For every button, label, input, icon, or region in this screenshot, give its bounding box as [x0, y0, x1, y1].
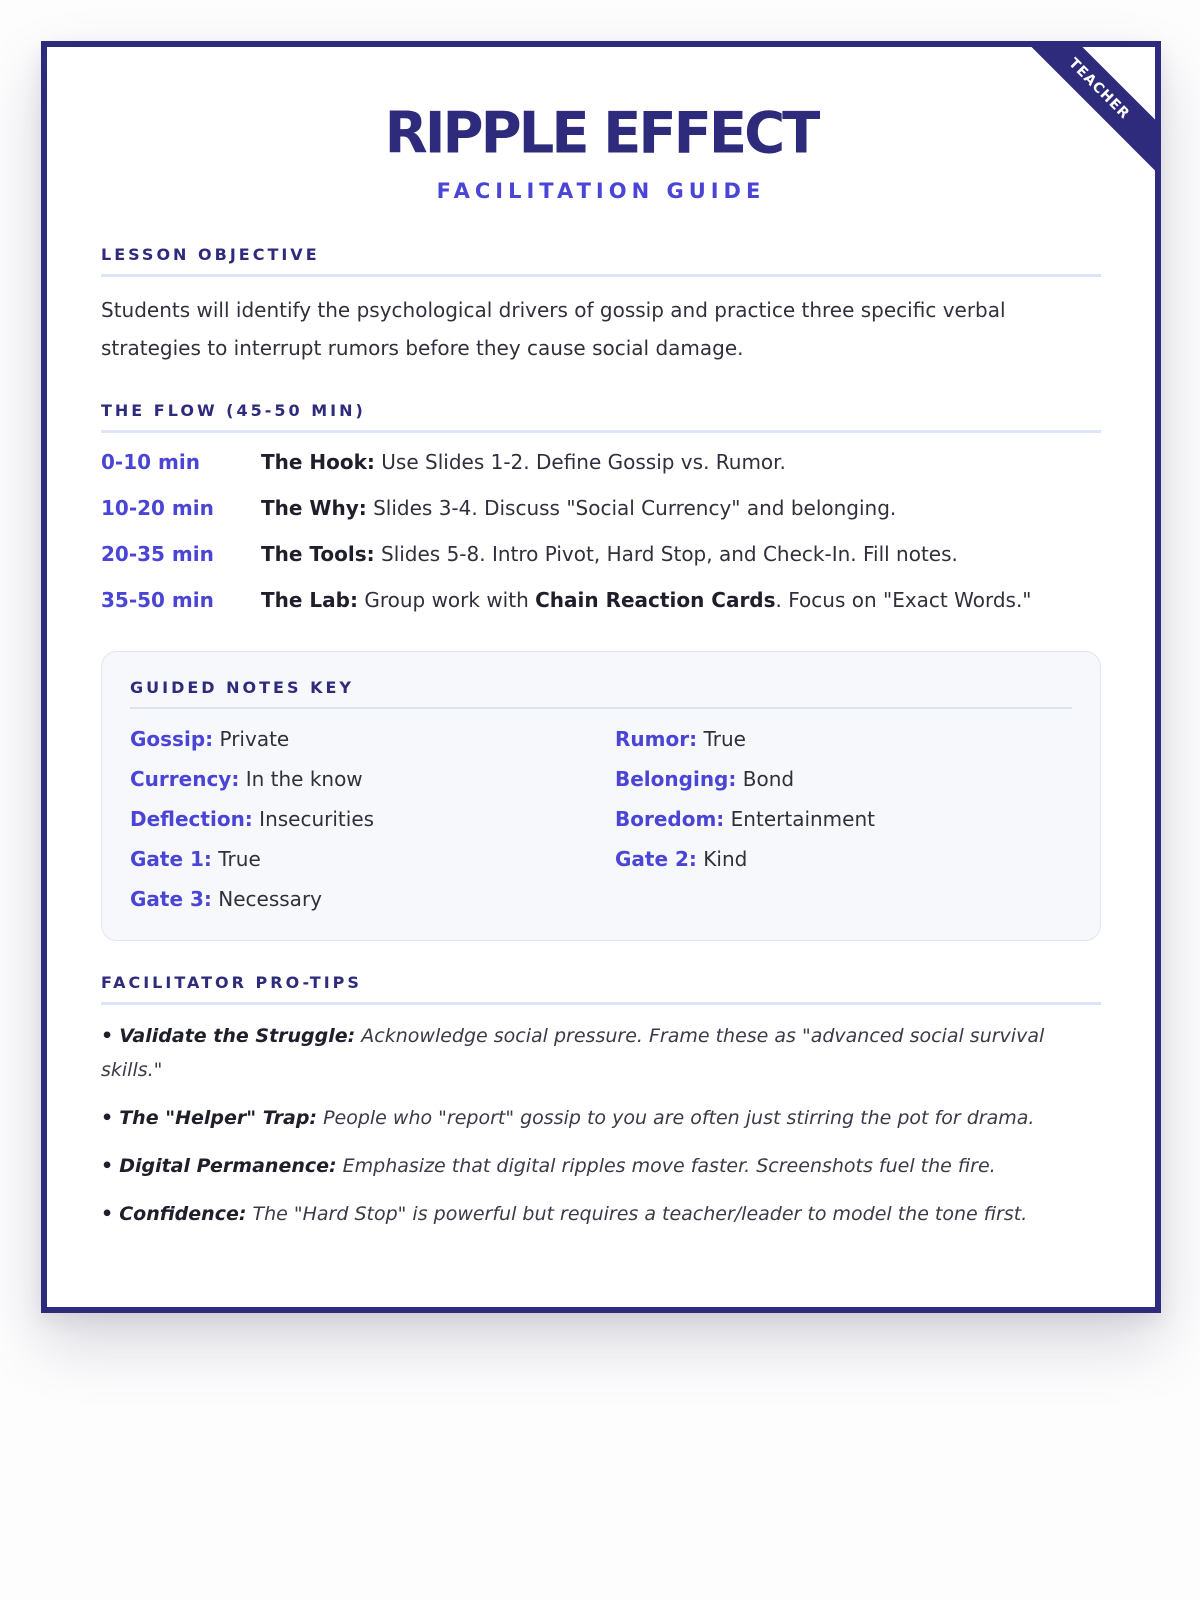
flow-description	[261, 485, 896, 531]
note-value: True	[697, 727, 746, 751]
teacher-badge: TEACHER	[1020, 47, 1155, 172]
tip-bullet: •	[101, 1203, 114, 1225]
flow-label: The Lab:	[261, 588, 358, 612]
flow-description	[261, 531, 958, 577]
note-item	[130, 879, 615, 919]
note-value: Entertainment	[724, 807, 875, 831]
flow-description	[261, 577, 1032, 623]
tip-label: Digital Permanence:	[119, 1155, 337, 1177]
tip-text: Acknowledge social pressure. Frame these as "advanced social survival skills."	[101, 1025, 1045, 1081]
note-term: Deflection:	[130, 807, 253, 831]
note-term: Rumor:	[615, 727, 698, 751]
flow-time: 0-10 min	[101, 450, 200, 474]
flow-list	[101, 439, 1101, 623]
flow-text: Slides 3-4. Discuss "Social Currency" and belonging.	[366, 496, 897, 520]
note-value: Necessary	[211, 887, 322, 911]
note-item	[615, 719, 1075, 759]
flow-label: The Hook:	[261, 450, 375, 474]
flow-bold-text: Chain Reaction Cards	[535, 588, 776, 612]
note-value: Insecurities	[252, 807, 375, 831]
pro-tips-section	[101, 973, 1101, 1245]
note-term: Gate 3:	[130, 887, 212, 911]
tip-text: The "Hard Stop" is powerful but requires a teacher/leader to model the tone first.	[246, 1203, 1028, 1225]
note-value: True	[211, 847, 261, 871]
tip-text: Emphasize that digital ripples move faster. Screenshots fuel the fire.	[336, 1155, 996, 1177]
tip-label: Validate the Struggle:	[119, 1025, 356, 1047]
note-item	[130, 759, 615, 799]
note-item	[130, 719, 615, 759]
note-item	[615, 799, 1075, 839]
note-term: Gate 2:	[615, 847, 697, 871]
flow-text: Group work with	[357, 588, 536, 612]
flow-text-end: . Focus on "Exact Words."	[775, 588, 1032, 612]
pro-tip-item	[101, 1149, 1101, 1183]
page-title: RIPPLE EFFECT	[384, 100, 818, 167]
flow-row	[101, 439, 1101, 485]
flow-text: Slides 5-8. Intro Pivot, Hard Stop, and Check-In. Fill notes.	[374, 542, 958, 566]
flow-time: 35-50 min	[101, 588, 214, 612]
flow-time: 20-35 min	[101, 542, 214, 566]
objective-text: Students will identify the psychological drivers of gossip and practice three specific verbal strategies to interrupt rumors before they cause social damage.	[101, 298, 1006, 360]
note-value: Kind	[696, 847, 748, 871]
note-value: In the know	[239, 767, 363, 791]
tip-bullet: •	[101, 1025, 114, 1047]
objective-heading: LESSON OBJECTIVE	[101, 245, 1101, 277]
pro-tip-item	[101, 1197, 1101, 1231]
note-item	[130, 839, 615, 879]
note-value: Private	[213, 727, 290, 751]
flow-row	[101, 485, 1101, 531]
pro-tip-item	[101, 1101, 1101, 1135]
pro-tips-list	[101, 1019, 1101, 1231]
flow-label: The Why:	[261, 496, 367, 520]
flow-description	[261, 439, 786, 485]
note-term: Boredom:	[615, 807, 725, 831]
notes-grid	[130, 719, 1072, 919]
pro-tip-item	[101, 1019, 1101, 1087]
tip-label: The "Helper" Trap:	[119, 1107, 318, 1129]
note-value: Bond	[736, 767, 795, 791]
note-term: Gate 1:	[130, 847, 212, 871]
tip-bullet: •	[101, 1155, 114, 1177]
flow-label: The Tools:	[261, 542, 375, 566]
note-term: Belonging:	[615, 767, 737, 791]
objective-section	[101, 245, 1101, 367]
page-subtitle: FACILITATION GUIDE	[436, 179, 766, 203]
note-term: Gossip:	[130, 727, 214, 751]
flow-heading: THE FLOW (45-50 MIN)	[101, 401, 1101, 433]
tip-text: People who "report" gossip to you are often just stirring the pot for drama.	[317, 1107, 1035, 1129]
note-item	[130, 799, 615, 839]
flow-time: 10-20 min	[101, 496, 214, 520]
guided-notes-box	[101, 651, 1101, 941]
flow-row	[101, 577, 1101, 623]
flow-text: Use Slides 1-2. Define Gossip vs. Rumor.	[374, 450, 786, 474]
facilitation-guide-card	[41, 41, 1161, 1313]
flow-section	[101, 401, 1101, 623]
notes-heading: GUIDED NOTES KEY	[130, 678, 1072, 709]
note-item	[615, 759, 1075, 799]
flow-row	[101, 531, 1101, 577]
note-term: Currency:	[130, 767, 240, 791]
tip-bullet: •	[101, 1107, 114, 1129]
tip-label: Confidence:	[119, 1203, 247, 1225]
note-item	[615, 839, 1075, 879]
pro-tips-heading: FACILITATOR PRO-TIPS	[101, 973, 1101, 1005]
